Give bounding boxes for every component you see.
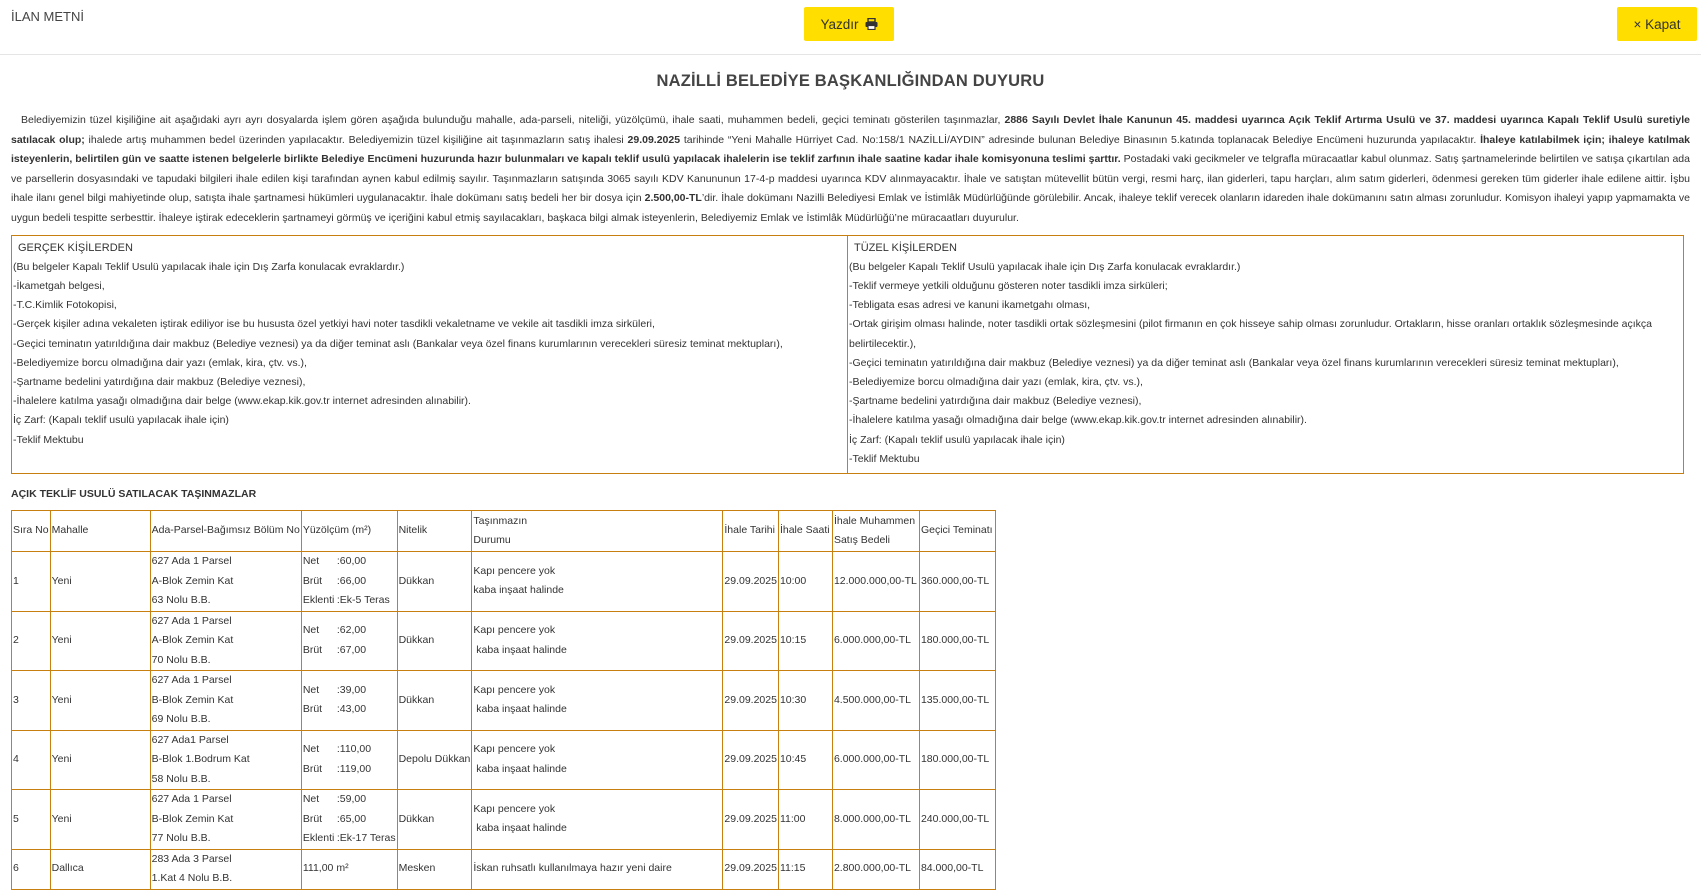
corporations-item: -Teklif Mektubu	[849, 452, 920, 465]
area-line	[303, 740, 396, 760]
area-label: Net	[302, 743, 320, 756]
corporations-item: -İhalelere katılma yasağı olmadığına dair belge (www.ekap.kik.gov.tr internet adresinden alınabilir).	[849, 414, 1307, 427]
area-label: Brüt	[302, 643, 323, 656]
cell-parcel	[150, 552, 301, 612]
area-value: :110,00	[336, 743, 372, 756]
announcement-heading: NAZİLLİ BELEDİYE BAŞKANLIĞINDAN DUYURU	[656, 72, 1045, 90]
individuals-item: -Gerçek kişiler adına vekaleten iştirak ediliyor ise bu hususta özel yetkiyi havi noter tasdikli vekaletname ve vekile ait tasdikli imza sirküleri,	[13, 318, 655, 331]
intro-text: Belediyemizin tüzel kişiliğine ait aşağıdaki ayrı ayrı dosyalarda işlem gören aşağıda bulunduğu mahalle, ada-parseli, niteliği, yüzölçümü, ihale saati, muhammen bedeli, geçici teminatı gösterilen taşınmazlar,	[21, 114, 1005, 126]
page-title: İLAN METNİ	[11, 9, 84, 24]
area-line	[303, 760, 396, 780]
corporations-item: -Geçici teminatın yatırıldığına dair makbuz (Belediye veznesi) ya da diğer teminat aslı (Bankalar veya özel finans kurumlarının verecekleri süresiz teminat mektupları),	[849, 356, 1619, 369]
individuals-item: -Belediyemize borcu olmadığına dair yazı (emlak, kira, çtv. vs.),	[13, 356, 307, 369]
col-area: Yüzölçüm (m²)	[301, 511, 397, 552]
cell-neighborhood: Yeni	[50, 552, 150, 612]
parcel-line: 1.Kat 4 Nolu B.B.	[151, 872, 233, 884]
cell-date: 29.09.2025	[723, 790, 779, 850]
cell-neighborhood: Dallıca	[50, 849, 150, 889]
cell-deposit: 180.000,00-TL	[919, 611, 995, 671]
area-label: Net	[302, 793, 320, 805]
table-row	[12, 671, 996, 731]
print-button-label: Yazdır	[820, 16, 859, 32]
condition-line: kaba inşaat halinde	[473, 643, 567, 656]
col-price	[832, 511, 919, 552]
condition-line: kaba inşaat halinde	[473, 822, 567, 835]
area-value: :62,00	[336, 624, 367, 637]
cell-neighborhood: Yeni	[50, 671, 150, 731]
cell-area	[301, 790, 397, 850]
condition-line: Kapı pencere yok	[473, 683, 556, 696]
cell-no: 4	[12, 730, 51, 790]
parcel-line: B-Blok Zemin Kat	[151, 812, 234, 825]
col-price-line1: İhale Muhammen	[833, 514, 916, 527]
cell-type: Dükkan	[397, 552, 472, 612]
parcel-line: A-Blok Zemin Kat	[151, 634, 234, 646]
condition-line: Kapı pencere yok	[473, 802, 556, 815]
col-condition-line2: Durumu	[473, 534, 511, 546]
area-line	[303, 572, 396, 592]
area-line	[303, 621, 396, 641]
cell-condition	[472, 671, 723, 731]
condition-line: Kapı pencere yok	[473, 743, 556, 756]
cell-time: 10:15	[778, 611, 832, 671]
parcel-line: 58 Nolu B.B.	[151, 772, 211, 785]
corporations-list	[849, 258, 1682, 469]
intro-text: tarihinde “Yeni Mahalle Hürriyet Cad. No:158/1 NAZİLLİ/AYDIN” adresinde bulunan Belediye Binasının 5.katında toplanacak Belediye Encümeni huzurunda yapılacaktır.	[680, 133, 1481, 146]
cell-deposit: 360.000,00-TL	[919, 552, 995, 612]
area-label: Brüt	[302, 574, 323, 587]
cell-date: 29.09.2025	[723, 552, 779, 612]
required-documents-table	[11, 235, 1684, 474]
cell-time: 11:15	[778, 849, 832, 889]
area-value: :119,00	[336, 762, 372, 775]
parcel-line: 627 Ada 1 Parsel	[151, 555, 232, 567]
area-label: Eklenti	[302, 832, 335, 844]
area-value: :59,00	[336, 793, 367, 805]
cell-type: Dükkan	[397, 671, 472, 731]
cell-no: 2	[12, 611, 51, 671]
intro-bold-date: 29.09.2025	[627, 133, 681, 146]
area-line	[303, 591, 396, 611]
area-value: :66,00	[336, 574, 367, 587]
individuals-item: -Teklif Mektubu	[13, 433, 84, 446]
area-value: :Ek-17 Teras	[336, 832, 396, 844]
area-value: :60,00	[336, 555, 367, 567]
condition-line: Kapı pencere yok	[473, 624, 556, 637]
parcel-line: A-Blok Zemin Kat	[151, 574, 234, 587]
cell-deposit: 135.000,00-TL	[919, 671, 995, 731]
cell-neighborhood: Yeni	[50, 611, 150, 671]
area-value: :65,00	[336, 812, 367, 825]
area-label: Net	[302, 555, 320, 567]
col-condition-line1: Taşınmazın	[473, 514, 528, 527]
cell-deposit: 84.000,00-TL	[919, 849, 995, 889]
parcel-line: B-Blok 1.Bodrum Kat	[151, 753, 250, 765]
area-line	[303, 810, 396, 830]
table-row	[12, 552, 996, 612]
cell-area	[301, 552, 397, 612]
area-label: Brüt	[302, 703, 323, 716]
corporations-item: İç Zarf: (Kapalı teklif usulü yapılacak ihale için)	[849, 433, 1065, 446]
area-line	[303, 641, 396, 661]
area-line	[303, 552, 396, 572]
parcel-line: 627 Ada1 Parsel	[151, 733, 229, 746]
cell-parcel	[150, 611, 301, 671]
intro-bold-conditions: İhaleye katılabilmek için; ihaleye katılmak isteyenlerin, belirtilen gün ve saatte istenen belgelerle birlikte Belediye Encümeni huzurunda hazır bulunmaları ve kapalı teklif usulü yapılacak ihalelerin ise teklif zarfının ihale saatine kadar ihale komisyonuna teslimi şarttır.	[11, 133, 1691, 166]
parcel-line: 69 Nolu B.B.	[151, 713, 211, 725]
cell-neighborhood: Yeni	[50, 790, 150, 850]
cell-no: 3	[12, 671, 51, 731]
area-line	[303, 829, 396, 849]
announcement-content	[0, 72, 1701, 890]
area-line	[303, 700, 396, 720]
parcel-line: 63 Nolu B.B.	[151, 594, 211, 606]
intro-text: Postadaki vaki gecikmeler ve telgrafla müracaatlar kabul olunmaz. Satış şartnamelerinde belirtilen ve satışa çıkartılan ada ve parsellerin dosyasındaki ve tapudaki bilgileri ihale edilen kişi tarafından aynen kabul edilmiş sayılır. Taşınmazların satışında 3065 sayılı KDV Kanununun 17-4-p maddesi uyarınca KDV alınmayacaktır. İhale ve satıştan mütevellit bütün vergi, resmi harç, ilan giderleri, tapu harçları, alım satım giderleri, ödenmesi gereken tüm giderler ihale edilene aittir. İşbu ihale ilanı genel bilgi mahiyetinde olup, satışta ihale şartnamesi hükümleri uygulanacaktır. İhale dokümanı satış bedeli her bir dosya için	[11, 153, 1690, 205]
cell-condition	[472, 730, 723, 790]
cell-condition	[472, 611, 723, 671]
properties-header-row	[12, 511, 996, 552]
corporations-item: -Belediyemize borcu olmadığına dair yazı (emlak, kira, çtv. vs.),	[849, 375, 1143, 388]
individuals-column	[12, 235, 848, 473]
individuals-heading: GERÇEK KİŞİLERDEN	[18, 241, 133, 254]
area-value: :39,00	[336, 683, 367, 696]
cell-neighborhood: Yeni	[50, 730, 150, 790]
close-button[interactable]: × Kapat	[1617, 7, 1697, 41]
announcement-paragraph	[11, 111, 1690, 229]
table-row	[12, 730, 996, 790]
area-line	[303, 790, 396, 810]
cell-parcel	[150, 849, 301, 889]
corporations-column	[848, 235, 1684, 473]
cell-parcel	[150, 790, 301, 850]
col-neighborhood: Mahalle	[50, 511, 150, 552]
area-label: Net	[302, 624, 320, 637]
col-no: Sıra No	[12, 511, 51, 552]
top-bar	[0, 0, 1701, 55]
cell-price: 4.500.000,00-TL	[832, 671, 919, 731]
intro-text: ihalede artış muhammen bedel üzerinden yapılacaktır. Belediyemizin tüzel kişiliğine ait taşınmazların satış ihalesi	[84, 133, 628, 146]
properties-section-title: AÇIK TEKLİF USULÜ SATILACAK TAŞINMAZLAR	[11, 488, 257, 500]
condition-line: kaba inşaat halinde	[473, 762, 567, 775]
cell-area	[301, 730, 397, 790]
printer-icon	[865, 18, 878, 30]
cell-date: 29.09.2025	[723, 849, 779, 889]
cell-time: 10:30	[778, 671, 832, 731]
col-type: Nitelik	[397, 511, 472, 552]
col-condition	[472, 511, 723, 552]
individuals-item: (Bu belgeler Kapalı Teklif Usulü yapılacak ihale için Dış Zarfa konulacak evraklardır.)	[13, 260, 405, 273]
cell-no: 6	[12, 849, 51, 889]
corporations-heading: TÜZEL KİŞİLERDEN	[854, 241, 957, 254]
corporations-item: -Tebligata esas adresi ve kanuni ikametgahı olması,	[849, 299, 1091, 312]
condition-line: Kapı pencere yok	[473, 564, 556, 577]
cell-date: 29.09.2025	[723, 671, 779, 731]
cell-area	[301, 611, 397, 671]
cell-type: Dükkan	[397, 790, 472, 850]
cell-deposit: 240.000,00-TL	[919, 790, 995, 850]
table-row	[12, 849, 996, 889]
cell-parcel	[150, 730, 301, 790]
table-row	[12, 790, 996, 850]
condition-line: İskan ruhsatlı kullanılmaya hazır yeni daire	[473, 862, 672, 875]
parcel-line: 70 Nolu B.B.	[151, 653, 211, 666]
area-label: Brüt	[302, 762, 323, 775]
cell-parcel	[150, 671, 301, 731]
individuals-item: İç Zarf: (Kapalı teklif usulü yapılacak ihale için)	[13, 414, 229, 427]
cell-area	[301, 671, 397, 731]
col-time: İhale Saati	[778, 511, 832, 552]
individuals-item: -Şartname bedelini yatırdığına dair makbuz (Belediye veznesi),	[13, 375, 306, 388]
area-value: :Ek-5 Teras	[336, 594, 390, 606]
parcel-line: 627 Ada 1 Parsel	[151, 674, 232, 686]
cell-time: 10:00	[778, 552, 832, 612]
intro-bold-law: 2886 Sayılı Devlet İhale Kanunun 45. maddesi uyarınca Açık Teklif Artırma Usulü ve 37. maddesi uyarınca Kapalı Teklif Usulü suretiyle satılacak olup;	[11, 114, 1690, 146]
area-value: :67,00	[336, 643, 367, 656]
area-label: Eklenti	[302, 594, 335, 606]
corporations-item: (Bu belgeler Kapalı Teklif Usulü yapılacak ihale için Dış Zarfa konulacak evraklardır.)	[849, 260, 1241, 273]
condition-line: kaba inşaat halinde	[473, 703, 567, 716]
parcel-line: 77 Nolu B.B.	[151, 832, 211, 844]
cell-condition	[472, 552, 723, 612]
cell-deposit: 180.000,00-TL	[919, 730, 995, 790]
cell-price: 6.000.000,00-TL	[832, 730, 919, 790]
parcel-line: 283 Ada 3 Parsel	[151, 852, 232, 865]
area-line	[303, 681, 396, 701]
cell-no: 5	[12, 790, 51, 850]
cell-no: 1	[12, 552, 51, 612]
print-button[interactable]	[804, 7, 894, 41]
parcel-line: 627 Ada 1 Parsel	[151, 793, 232, 805]
parcel-line: B-Blok Zemin Kat	[151, 693, 234, 706]
cell-time: 10:45	[778, 730, 832, 790]
cell-condition	[472, 790, 723, 850]
corporations-item: -Şartname bedelini yatırdığına dair makbuz (Belediye veznesi),	[849, 395, 1142, 408]
individuals-item: -T.C.Kimlik Fotokopisi,	[13, 299, 117, 312]
table-row	[12, 611, 996, 671]
cell-price: 8.000.000,00-TL	[832, 790, 919, 850]
individuals-list	[13, 258, 846, 450]
parcel-line: 627 Ada 1 Parsel	[151, 614, 232, 627]
cell-time: 11:00	[778, 790, 832, 850]
cell-area: 111,00 m²	[301, 849, 397, 889]
area-label: Net	[302, 683, 320, 696]
cell-condition	[472, 849, 723, 889]
individuals-item: -İhalelere katılma yasağı olmadığına dair belge (www.ekap.kik.gov.tr internet adresinden alınabilir).	[13, 395, 471, 408]
corporations-item: -Teklif vermeye yetkili olduğunu gösteren noter tasdikli imza sirküleri;	[849, 279, 1168, 292]
col-deposit: Geçici Teminatı	[919, 511, 995, 552]
col-date: İhale Tarihi	[723, 511, 779, 552]
corporations-item: -Ortak girişim olması halinde, noter tasdikli ortak sözleşmesini (pilot firmanın en çok hisseye sahip olması zorunludur. Ortakların, hisse oranları ortaklık sözleşmesinde açıkça belirtilecektir.),	[849, 318, 1652, 350]
condition-line: kaba inşaat halinde	[473, 584, 564, 597]
cell-type: Dükkan	[397, 611, 472, 671]
cell-type: Depolu Dükkan	[397, 730, 472, 790]
cell-type: Mesken	[397, 849, 472, 889]
area-label: Brüt	[302, 812, 323, 825]
individuals-item: -İkametgah belgesi,	[13, 279, 105, 292]
properties-table	[11, 510, 996, 890]
individuals-item: -Geçici teminatın yatırıldığına dair makbuz (Belediye veznesi) ya da diğer teminat aslı (Bankalar veya özel finans kurumlarının verecekleri süresiz teminat mektupları),	[13, 337, 783, 350]
area-value: :43,00	[336, 703, 367, 716]
col-parcel: Ada-Parsel-Bağımsız Bölüm No	[150, 511, 301, 552]
cell-price: 6.000.000,00-TL	[832, 611, 919, 671]
cell-price: 2.800.000,00-TL	[832, 849, 919, 889]
col-price-line2: Satış Bedeli	[833, 534, 890, 546]
cell-date: 29.09.2025	[723, 611, 779, 671]
intro-bold-fee: 2.500,00-TL	[644, 192, 702, 205]
cell-date: 29.09.2025	[723, 730, 779, 790]
intro-text: ’dir. İhale dokümanı Nazilli Belediyesi Emlak ve İstimlâk Müdürlüğünde görülebilir. Ancak, ihaleye teklif verecek olanların idareden ihale dokümanını satın alması zorunludur. Komisyon ihaleyi yapıp yapmamakta ve uygun bedeli tespitte serbesttir. İhaleye iştirak edeceklerin şartnameyi görmüş ve içeriğini kabul etmiş sayılacakları, başkaca bilgi almak isteyenlerin, Belediyemiz Emlak ve İstimlâk Müdürlüğü’ne müracaatları duyurulur.	[11, 192, 1690, 224]
cell-price: 12.000.000,00-TL	[832, 552, 919, 612]
